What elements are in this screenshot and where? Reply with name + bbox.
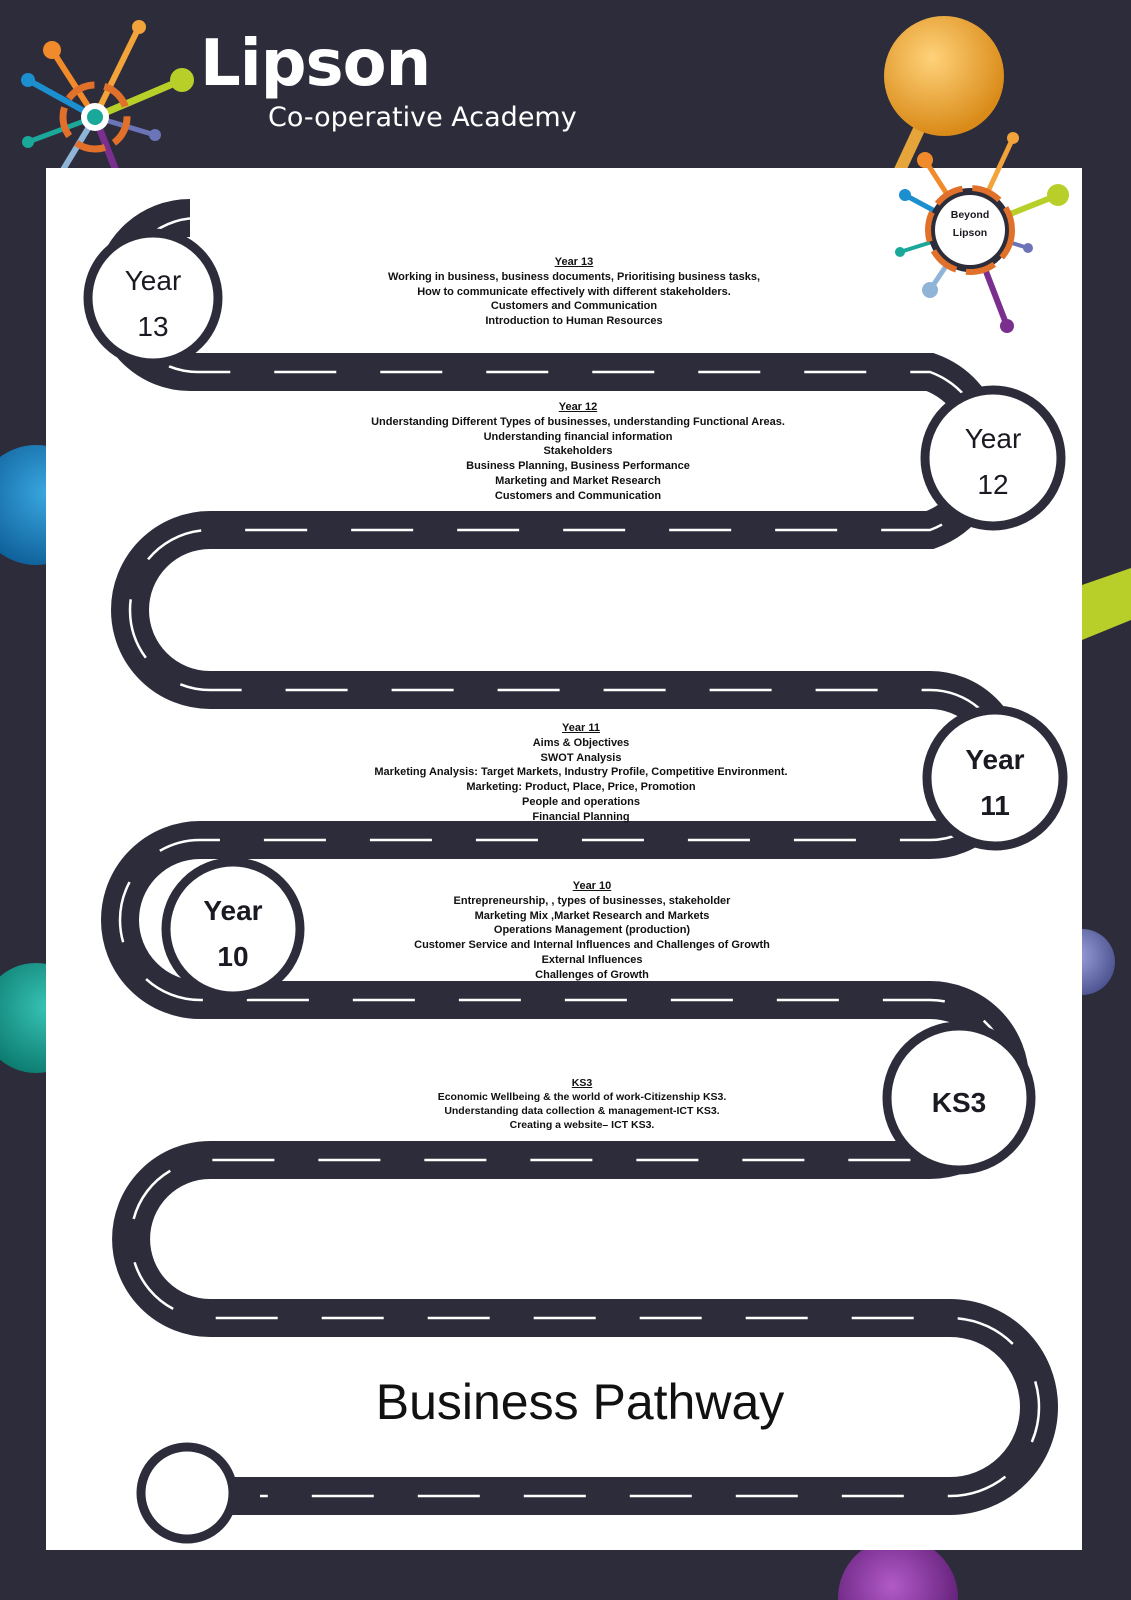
- content-block-ks3: [282, 1076, 882, 1132]
- block-line: External Influences: [541, 953, 643, 966]
- milestone-label-year11: [935, 737, 1055, 829]
- milestone-number: 12: [977, 469, 1009, 501]
- block-line: Stakeholders: [543, 445, 613, 458]
- block-heading: Year 10: [572, 880, 612, 892]
- milestone-label-year10: [173, 888, 293, 980]
- block-line: Understanding Different Types of businesses, understanding Functional Areas.: [371, 415, 785, 428]
- block-line: SWOT Analysis: [540, 751, 622, 764]
- beyond-line1: Beyond: [950, 209, 990, 221]
- block-heading: Year 13: [554, 256, 594, 268]
- milestone-label-year13: [93, 258, 213, 350]
- content-block-year12: [278, 400, 878, 504]
- block-line: Entrepreneurship, , types of businesses, stakeholder: [453, 894, 731, 907]
- block-line: Aims & Objectives: [532, 736, 630, 749]
- block-line: Creating a website– ICT KS3.: [509, 1119, 655, 1131]
- content-block-year10: [292, 879, 892, 983]
- milestone-word: Year: [964, 423, 1022, 454]
- page-title: Business Pathway: [375, 1374, 785, 1430]
- block-heading: KS3: [571, 1077, 593, 1089]
- milestone-number: 10: [217, 941, 249, 973]
- brand-subtitle: Co-operative Academy: [268, 102, 577, 133]
- block-line: Financial Planning: [532, 810, 630, 823]
- block-line: Understanding data collection & management-ICT KS3.: [444, 1105, 720, 1117]
- milestone-word: Year: [124, 265, 182, 296]
- beyond-line2: Lipson: [952, 227, 988, 239]
- milestone-word: Year: [203, 895, 263, 926]
- milestone-word: KS3: [931, 1087, 987, 1118]
- milestone-label-ks3: [899, 1080, 1019, 1126]
- content-block-year13: [274, 255, 874, 329]
- block-line: Marketing Mix ,Market Research and Markets: [474, 909, 710, 922]
- block-heading: Year 12: [558, 401, 598, 413]
- block-line: Marketing: Product, Place, Price, Promotion: [466, 781, 696, 794]
- block-line: Understanding financial information: [483, 430, 673, 443]
- block-line: Operations Management (production): [493, 924, 691, 937]
- block-line: Working in business, business documents, Prioritising business tasks,: [387, 270, 761, 283]
- block-line: Customers and Communication: [490, 300, 658, 313]
- block-line: Customer Service and Internal Influences and Challenges of Growth: [414, 939, 770, 952]
- block-line: Economic Wellbeing & the world of work-Citizenship KS3.: [437, 1091, 727, 1103]
- block-line: Customers and Communication: [494, 489, 662, 502]
- block-line: How to communicate effectively with different stakeholders.: [417, 285, 731, 298]
- block-line: Introduction to Human Resources: [485, 315, 663, 328]
- milestone-label-year12: [933, 416, 1053, 508]
- block-line: People and operations: [522, 795, 640, 808]
- beyond-lipson-label: [941, 206, 999, 242]
- block-line: Marketing Analysis: Target Markets, Industry Profile, Competitive Environment.: [374, 766, 788, 779]
- start-circle: [141, 1447, 233, 1539]
- brand-title: Lipson: [200, 27, 431, 101]
- block-line: Business Planning, Business Performance: [466, 460, 690, 473]
- block-heading: Year 11: [562, 722, 600, 734]
- milestone-number: 11: [980, 790, 1010, 822]
- block-line: Marketing and Market Research: [495, 474, 661, 487]
- content-block-year11: [281, 721, 881, 825]
- milestone-word: Year: [965, 744, 1025, 775]
- block-line: Challenges of Growth: [535, 968, 649, 981]
- milestone-number: 13: [137, 311, 169, 343]
